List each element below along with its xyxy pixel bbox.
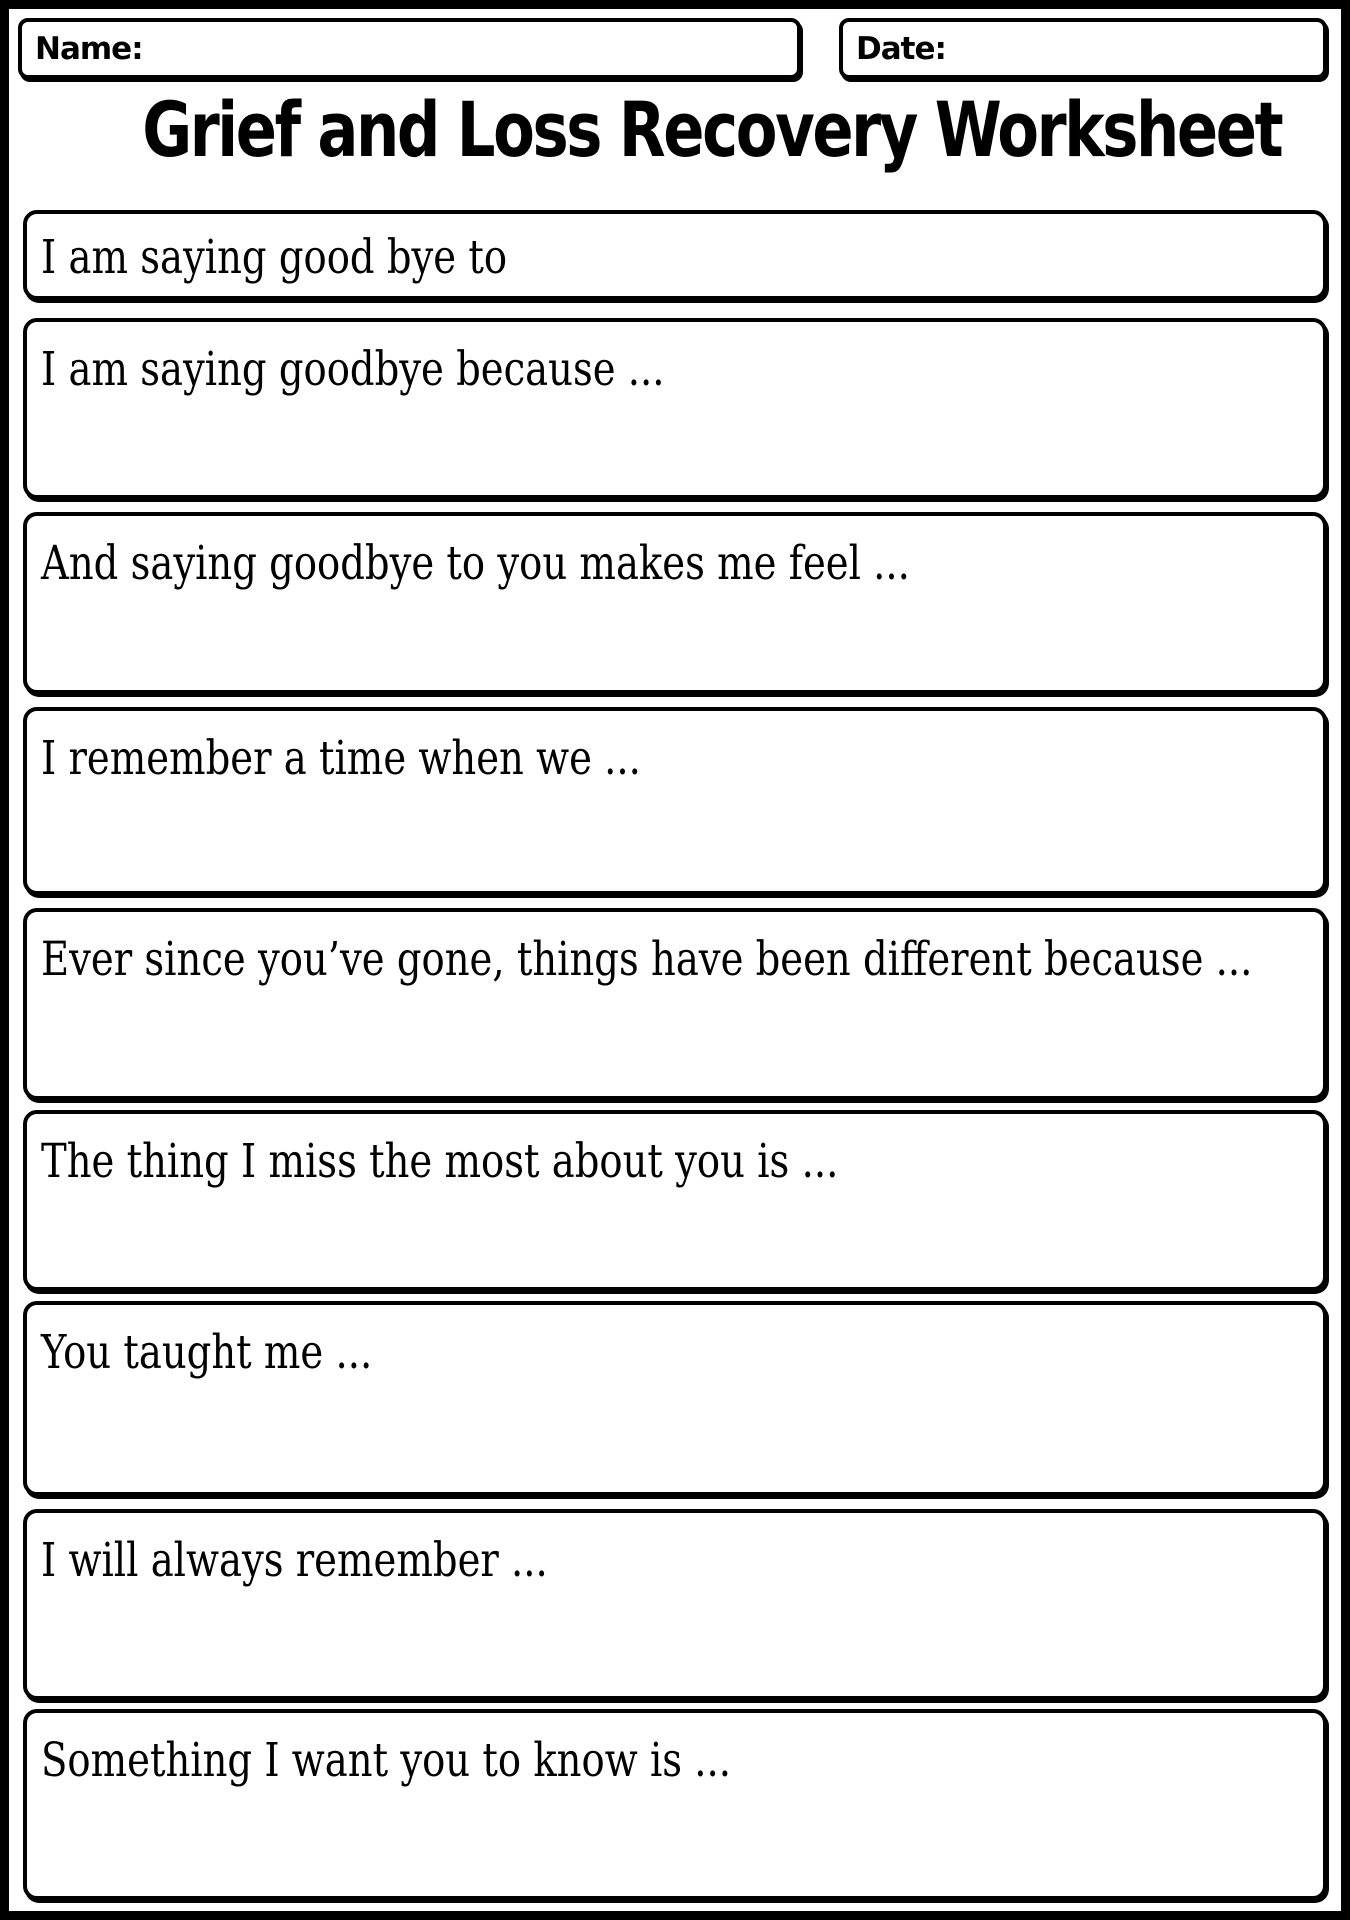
name-field[interactable]: [18, 18, 801, 79]
response-box-4[interactable]: [23, 707, 1327, 895]
prompt-label-6: The thing I miss the most about you is ...: [41, 1134, 839, 1189]
prompt-label-1: I am saying good bye to: [41, 230, 508, 285]
response-box-9[interactable]: [23, 1709, 1327, 1900]
name-label: Name:: [35, 30, 143, 67]
header-row: [18, 18, 1327, 79]
date-label: Date:: [856, 30, 946, 67]
prompt-list: [23, 210, 1327, 1900]
response-box-5[interactable]: [23, 908, 1327, 1100]
response-box-7[interactable]: [23, 1301, 1327, 1496]
page-title: Grief and Loss Recovery Worksheet: [142, 85, 1282, 174]
prompt-label-9: Something I want you to know is ...: [41, 1733, 732, 1788]
prompt-label-2: I am saying goodbye because ...: [41, 342, 665, 397]
prompt-label-3: And saying goodbye to you makes me feel ...: [41, 536, 910, 591]
response-box-6[interactable]: [23, 1110, 1327, 1291]
prompt-label-4: I remember a time when we ...: [41, 731, 641, 786]
prompt-label-8: I will always remember ...: [41, 1533, 548, 1588]
response-box-1[interactable]: [23, 210, 1327, 300]
response-box-2[interactable]: [23, 318, 1327, 499]
response-box-8[interactable]: [23, 1509, 1327, 1700]
prompt-label-7: You taught me ...: [41, 1325, 373, 1380]
prompt-label-5: Ever since you’ve gone, things have been different because ...: [41, 932, 1253, 987]
date-field[interactable]: [839, 18, 1327, 79]
response-box-3[interactable]: [23, 512, 1327, 694]
